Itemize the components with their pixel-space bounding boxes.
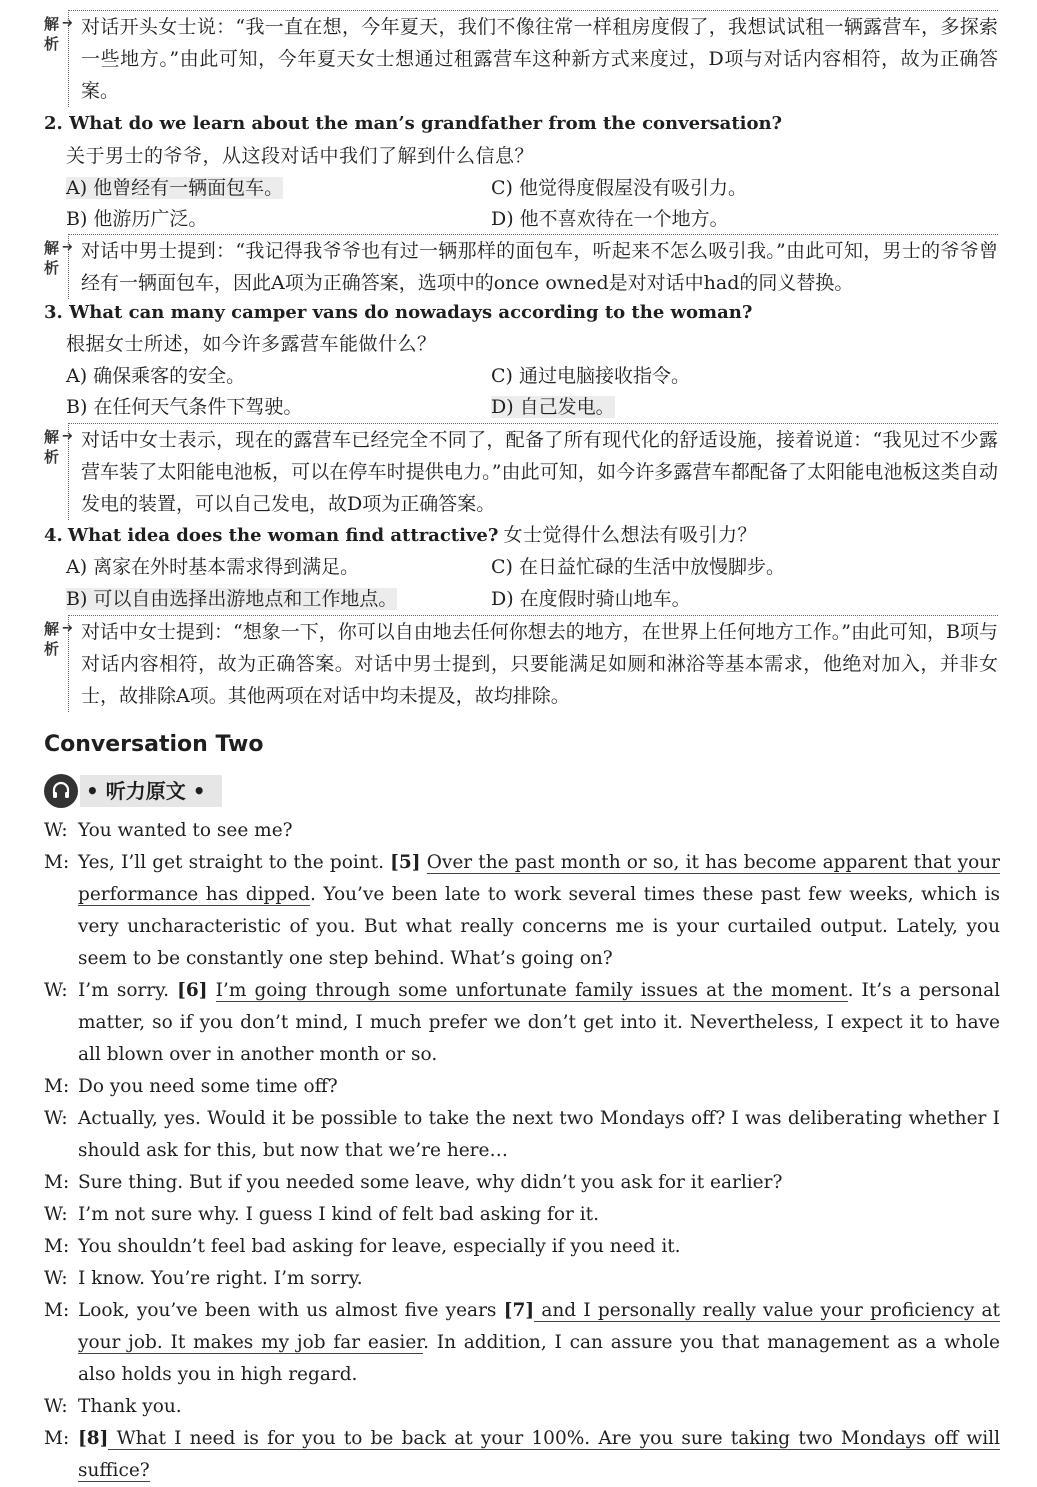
speaker: M: (44, 1428, 70, 1449)
option-d (491, 391, 615, 423)
speaker: W: (44, 1108, 68, 1129)
dialog-line (44, 1295, 1000, 1391)
dialog-text: You wanted to see me? (78, 820, 293, 841)
option-b: B) 在任何天气条件下驾驶。 (66, 396, 303, 418)
option-b (66, 583, 397, 615)
underlined-text: I’m going through some unfortunate family issues at the moment (215, 980, 848, 1001)
arrow-icon: ➔ (62, 240, 73, 255)
dialog-line (44, 1199, 1000, 1231)
underlined-text: and I personally really value your proficiency at your job. It makes my job far easier (78, 1300, 1000, 1353)
answer-tag: [6] (177, 980, 208, 1001)
speaker: M: (44, 1300, 70, 1321)
headphone-icon (44, 774, 78, 808)
option-a (66, 172, 283, 204)
section-title: Conversation Two (44, 732, 264, 757)
dialog-line (44, 847, 1000, 975)
arrow-icon: ➔ (62, 621, 73, 636)
question-number: 2. (44, 113, 63, 134)
answer-tag: [7] (503, 1300, 535, 1321)
speaker: W: (44, 980, 68, 1001)
speaker: W: (44, 1268, 68, 1289)
underlined-text: Over the past month or so, it has become apparent that your performance has dipped (78, 852, 1000, 905)
option-a: A) 确保乘客的安全。 (66, 365, 246, 387)
dialog-line (44, 975, 1000, 1071)
analysis-label: 解析 (44, 239, 60, 277)
speaker: M: (44, 1236, 70, 1257)
analysis-text: 对话中女士提到：“想象一下，你可以自由地去任何你想去的地方，在世界上任何地方工作。”由此可知，B项与对话内容相符，故为正确答案。对话中男士提到，只要能满足如厕和淋浴等基本需求，他绝对加入，并非女士，故排除A项。其他两项在对话中均未提及，故均排除。 (68, 615, 998, 712)
analysis-label: 解析 (44, 428, 60, 466)
analysis-text: 对话开头女士说：“我一直在想，今年夏天，我们不像往常一样租房度假了，我想试试租一辆露营车，多探索一些地方。”由此可知，今年夏天女士想通过租露营车这种新方式来度过，D项与对话内容相符，故为正确答案。 (68, 10, 998, 107)
question-zh: 根据女士所述，如今许多露营车能做什么？ (66, 333, 437, 355)
option-d-text: D) 自己发电。 (491, 396, 615, 418)
option-d: D) 在度假时骑山地车。 (491, 588, 691, 610)
question-zh: 关于男士的爷爷，从这段对话中我们了解到什么信息？ (66, 145, 535, 167)
option-a-text: A) 他曾经有一辆面包车。 (66, 177, 284, 199)
dialog-text (78, 847, 1000, 975)
analysis-text: 对话中男士提到：“我记得我爷爷也有过一辆那样的面包车，听起来不怎么吸引我。”由此可知，男士的爷爷曾经有一辆面包车，因此A项为正确答案，选项中的once owned是对对话中had的同义替换。 (68, 234, 998, 299)
dialog-line (44, 1391, 1000, 1423)
option-c: C) 在日益忙碌的生活中放慢脚步。 (491, 556, 785, 578)
question-en: What do we learn about the man’s grandfather from the conversation? (69, 113, 783, 134)
text: . It’s a personal matter, so if you don’t mind, I much prefer we don’t get into it. Nevertheless, I expect it to have all blown over in another month or so. (78, 980, 1001, 1065)
text: Look, you’ve been with us almost five years (78, 1300, 504, 1321)
speaker: M: (44, 1076, 70, 1097)
dialog-line (44, 1071, 1000, 1103)
analysis-tag (44, 14, 73, 54)
speaker: W: (44, 1204, 68, 1225)
dialog-text: I’m not sure why. I guess I kind of felt bad asking for it. (78, 1204, 599, 1225)
text: . In addition, I can assure you that management as a whole also holds you in high regard. (78, 1332, 1000, 1385)
question-en: What idea does the woman find attractive? (67, 525, 499, 546)
analysis-text: 对话中女士表示，现在的露营车已经完全不同了，配备了所有现代化的舒适设施，接着说道：“我见过不少露营车装了太阳能电池板，可以在停车时提供电力。”由此可知，如今许多露营车都配备了太阳能电池板这类自动发电的装置，可以自己发电，故D项为正确答案。 (68, 423, 998, 520)
question-en: What can many camper vans do nowadays according to the woman? (69, 302, 753, 323)
analysis-label: 解析 (44, 15, 60, 53)
dialog (44, 815, 1000, 1487)
option-a: A) 离家在外时基本需求得到满足。 (66, 556, 360, 578)
listening-label: • 听力原文 • (80, 775, 222, 807)
answer-tag: [5] (390, 852, 421, 873)
dialog-line (44, 1423, 1000, 1487)
dialog-line (44, 815, 1000, 847)
speaker: W: (44, 820, 68, 841)
dialog-line (44, 1103, 1000, 1167)
text: . You’ve been late to work several times these past few weeks, which is very uncharacteristic of you. But what really concerns me is your curtailed output. Lately, you seem to be constantly one step behind. What’s going on? (78, 884, 1000, 969)
speaker: M: (44, 852, 70, 873)
dialog-text: Sure thing. But if you needed some leave, why didn’t you ask for it earlier? (78, 1172, 783, 1193)
arrow-icon: ➔ (62, 429, 73, 444)
question-number: 4. (44, 525, 63, 546)
arrow-icon: ➔ (62, 16, 73, 31)
dialog-line (44, 1167, 1000, 1199)
option-d: D) 他不喜欢待在一个地方。 (491, 208, 729, 230)
dialog-line (44, 1263, 1000, 1295)
option-c: C) 通过电脑接收指令。 (491, 365, 690, 387)
answer-tag: [8] (78, 1428, 109, 1449)
speaker: M: (44, 1172, 70, 1193)
option-b: B) 他游历广泛。 (66, 208, 208, 230)
dialog-text (78, 1295, 1000, 1391)
dialog-line (44, 1231, 1000, 1263)
question-zh: 女士觉得什么想法有吸引力？ (503, 524, 758, 546)
dialog-text: Thank you. (78, 1396, 182, 1417)
text: Yes, I’ll get straight to the point. (78, 852, 391, 873)
dialog-text: You shouldn’t feel bad asking for leave, especially if you need it. (78, 1236, 681, 1257)
question-3 (44, 297, 752, 329)
dialog-text: I know. You’re right. I’m sorry. (78, 1268, 363, 1289)
underlined-text: What I need is for you to be back at your 100%. Are you sure taking two Mondays off will suffice? (78, 1428, 1000, 1481)
text: I’m sorry. (78, 980, 178, 1001)
speaker: W: (44, 1396, 68, 1417)
dialog-text (78, 975, 1000, 1071)
option-b-text: B) 可以自由选择出游地点和工作地点。 (66, 588, 398, 610)
question-2 (44, 108, 782, 140)
analysis-tag (44, 619, 73, 659)
analysis-label: 解析 (44, 620, 60, 658)
dialog-text: Actually, yes. Would it be possible to take the next two Mondays off? I was deliberating whether I should ask for this, but now that we’re here… (78, 1108, 1000, 1161)
analysis-tag (44, 238, 73, 278)
analysis-tag (44, 427, 73, 467)
question-number: 3. (44, 302, 63, 323)
option-c: C) 他觉得度假屋没有吸引力。 (491, 177, 747, 199)
dialog-text: Do you need some time off? (78, 1076, 338, 1097)
question-4 (44, 519, 757, 552)
dialog-text (78, 1423, 1000, 1487)
